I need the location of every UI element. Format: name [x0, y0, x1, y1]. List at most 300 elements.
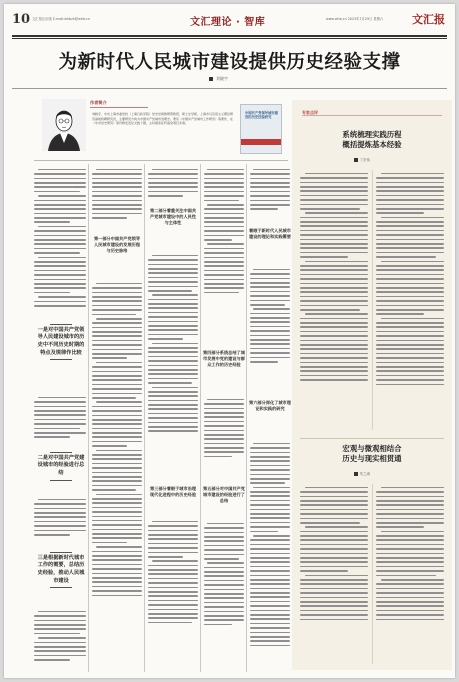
text-line — [376, 340, 444, 342]
text-line — [376, 522, 444, 524]
text-line — [250, 361, 278, 363]
text-line — [300, 496, 368, 498]
text-line — [34, 191, 80, 193]
text-line — [148, 268, 198, 270]
text-line — [204, 567, 244, 569]
text-line — [250, 204, 290, 206]
text-line — [92, 529, 142, 531]
text-line — [96, 318, 143, 320]
text-line — [34, 243, 86, 245]
text-line — [148, 430, 198, 432]
body-column-5b — [250, 266, 290, 394]
text-line — [92, 573, 142, 575]
text-line — [38, 611, 86, 613]
text-line — [34, 525, 86, 527]
text-line — [207, 204, 244, 206]
text-line — [92, 476, 142, 478]
text-line — [204, 279, 244, 281]
text-line — [34, 270, 86, 272]
text-line — [300, 221, 368, 223]
pull-quote-1 — [36, 322, 86, 362]
text-line — [204, 270, 244, 272]
text-line — [34, 436, 70, 438]
text-line — [376, 605, 444, 607]
text-line — [92, 305, 142, 307]
text-line — [250, 636, 290, 638]
newspaper-page — [4, 4, 455, 678]
text-line — [376, 553, 444, 555]
text-line — [204, 589, 244, 591]
text-line — [300, 513, 368, 515]
text-line — [300, 217, 368, 219]
text-line — [204, 532, 244, 534]
text-line — [250, 601, 290, 603]
text-line — [376, 212, 424, 214]
text-line — [96, 401, 143, 403]
text-line — [148, 303, 198, 305]
text-line — [250, 531, 278, 533]
text-line — [148, 417, 198, 419]
text-line — [92, 502, 142, 504]
text-line — [250, 517, 290, 519]
text-line — [92, 331, 142, 333]
subhead-3: 第三部分着眼于城市治理现代化进程中的历史经验 — [149, 486, 197, 497]
text-line — [204, 186, 244, 188]
text-line — [376, 539, 444, 541]
text-line — [376, 300, 444, 302]
text-line — [204, 540, 244, 542]
text-line — [92, 371, 142, 373]
byline-marker-icon — [209, 77, 213, 81]
text-line — [376, 614, 444, 616]
text-line — [92, 458, 142, 460]
text-line — [92, 441, 142, 443]
text-line — [376, 509, 444, 511]
text-line — [204, 606, 244, 608]
text-line — [34, 279, 86, 281]
text-line — [148, 395, 198, 397]
text-line — [92, 204, 142, 206]
text-line — [34, 655, 86, 657]
text-line — [34, 208, 86, 210]
text-line — [148, 543, 198, 545]
text-line — [376, 252, 444, 254]
text-line — [376, 575, 436, 577]
text-line — [148, 191, 198, 193]
text-line — [34, 182, 86, 184]
text-line — [148, 338, 183, 340]
text-line — [204, 274, 244, 276]
masthead-right-info: www.whb.cn 2023年7月29日 星期六 — [326, 17, 384, 21]
text-line — [148, 600, 198, 602]
text-line — [148, 316, 198, 318]
text-line — [92, 327, 142, 329]
text-line — [204, 554, 244, 556]
text-line — [34, 239, 86, 241]
text-line — [250, 579, 290, 581]
text-line — [92, 388, 142, 390]
text-line — [376, 535, 444, 537]
text-line — [92, 524, 142, 526]
text-line — [300, 331, 368, 333]
commentary-2-column-left — [300, 484, 368, 666]
text-line — [300, 239, 368, 241]
text-line — [250, 566, 290, 568]
subhead-7: 第六部分深化了城市理论和实践的研究 — [249, 400, 291, 411]
text-line — [204, 191, 244, 193]
commentary-1-author-name: 丁宏伟 — [359, 158, 370, 162]
text-line — [92, 520, 142, 522]
text-line — [250, 304, 285, 306]
text-line — [92, 375, 142, 377]
text-line — [92, 397, 136, 399]
text-line — [92, 467, 142, 469]
text-line — [148, 351, 198, 353]
text-line — [92, 498, 142, 500]
text-line — [148, 565, 198, 567]
article-byline — [209, 76, 228, 82]
text-line — [300, 348, 368, 350]
text-line — [250, 208, 278, 210]
text-line — [148, 400, 198, 402]
text-line — [250, 339, 290, 341]
text-line — [376, 296, 444, 298]
text-line — [376, 326, 444, 328]
text-line — [250, 588, 290, 590]
text-line — [34, 173, 86, 175]
text-line — [34, 428, 80, 430]
body-column-1c — [34, 496, 86, 546]
text-line — [34, 235, 86, 237]
commentary-1-title: 系统梳理实践历程 概括提炼基本经验 — [342, 130, 402, 149]
text-line — [92, 309, 142, 311]
text-line — [300, 256, 348, 258]
text-line — [300, 318, 368, 320]
text-line — [376, 583, 444, 585]
text-line — [34, 423, 86, 425]
sidebar-divider — [300, 438, 444, 439]
text-line — [34, 508, 86, 510]
text-line — [253, 443, 290, 445]
expert-commentary-panel — [292, 100, 452, 670]
text-line — [300, 522, 360, 524]
text-line — [376, 570, 444, 572]
text-line — [250, 605, 290, 607]
text-line — [376, 221, 444, 223]
author-intro-rule — [90, 107, 148, 108]
text-line — [250, 343, 290, 345]
text-line — [92, 590, 142, 592]
text-line — [204, 292, 239, 294]
text-line — [250, 561, 290, 563]
text-line — [204, 182, 244, 184]
text-line — [92, 581, 142, 583]
sidebar-tag-rule — [302, 115, 442, 116]
text-line — [300, 199, 368, 201]
text-line — [34, 305, 86, 307]
text-line — [92, 335, 142, 337]
text-line — [152, 521, 199, 523]
text-line — [152, 560, 199, 562]
text-line — [148, 178, 198, 180]
text-line — [34, 432, 86, 434]
text-line — [376, 247, 444, 249]
text-line — [250, 182, 290, 184]
text-line — [34, 287, 86, 289]
text-line — [376, 344, 444, 346]
text-line — [305, 313, 368, 315]
text-line — [376, 199, 444, 201]
text-line — [376, 500, 444, 502]
text-line — [92, 472, 142, 474]
author-intro-label: 作者简介 — [90, 100, 107, 105]
text-line — [250, 618, 290, 620]
text-line — [148, 373, 198, 375]
text-line — [250, 544, 290, 546]
text-line — [300, 274, 368, 276]
pull-quote-text: 二是对中国共产党建设城市的经验进行总结 — [37, 454, 85, 476]
text-line — [34, 261, 86, 263]
text-line — [92, 340, 142, 342]
text-line — [204, 230, 244, 232]
text-line — [92, 555, 142, 557]
text-line — [204, 173, 244, 175]
text-line — [92, 564, 142, 566]
book-cover-band — [241, 139, 281, 145]
text-line — [250, 632, 290, 634]
text-line — [148, 422, 198, 424]
text-line — [300, 500, 368, 502]
masthead — [4, 4, 455, 38]
text-line — [300, 353, 368, 355]
text-line — [300, 186, 368, 188]
text-line — [92, 208, 142, 210]
text-line — [34, 265, 86, 267]
text-line — [148, 578, 198, 580]
text-line — [92, 595, 142, 597]
text-line — [300, 566, 368, 568]
text-line — [92, 436, 142, 438]
text-line — [300, 614, 368, 616]
text-line — [34, 414, 86, 416]
text-line — [34, 646, 86, 648]
text-line — [34, 620, 86, 622]
pull-quote-2 — [36, 450, 86, 482]
text-line — [148, 347, 198, 349]
text-line — [38, 296, 86, 298]
text-line — [92, 432, 142, 434]
text-line — [300, 619, 368, 621]
text-line — [376, 305, 444, 307]
text-line — [148, 329, 198, 331]
text-line — [376, 309, 444, 311]
text-line — [253, 308, 290, 310]
text-line — [92, 314, 136, 316]
text-line — [148, 299, 198, 301]
text-line — [148, 391, 198, 393]
text-line — [250, 504, 290, 506]
sidebar-column-rule — [372, 484, 373, 664]
text-line — [250, 456, 290, 458]
text-line — [148, 307, 198, 309]
text-line — [38, 226, 86, 228]
text-line — [92, 559, 142, 561]
text-line — [38, 397, 86, 399]
newspaper-logo: 文汇报 — [412, 13, 445, 26]
text-line — [300, 548, 368, 550]
text-line — [300, 539, 368, 541]
text-line — [250, 282, 290, 284]
text-line — [96, 283, 143, 285]
text-line — [148, 290, 192, 292]
text-line — [96, 546, 143, 548]
text-line — [92, 463, 142, 465]
text-line — [250, 321, 290, 323]
text-line — [376, 526, 424, 528]
text-line — [250, 548, 290, 550]
text-line — [92, 419, 142, 421]
text-line — [204, 283, 244, 285]
text-line — [34, 642, 86, 644]
text-line — [376, 384, 444, 386]
text-line — [376, 313, 424, 315]
text-line — [253, 169, 290, 171]
text-line — [207, 399, 244, 401]
text-line — [381, 217, 444, 219]
text-line — [305, 487, 368, 489]
text-line — [207, 562, 244, 564]
text-line — [376, 269, 444, 271]
section-title: 文汇理论 · 智库 — [190, 17, 266, 28]
text-line — [300, 491, 368, 493]
text-line — [34, 204, 86, 206]
text-line — [38, 169, 86, 171]
text-line — [376, 335, 444, 337]
text-line — [92, 485, 142, 487]
masthead-rule-thin — [12, 38, 447, 39]
commentary-1-column-right — [376, 170, 444, 432]
text-line — [152, 255, 199, 257]
text-line — [250, 513, 290, 515]
text-line — [300, 243, 368, 245]
header-divider — [12, 88, 447, 89]
text-line — [92, 410, 142, 412]
text-line — [300, 509, 368, 511]
text-line — [148, 413, 198, 415]
text-line — [300, 557, 368, 559]
text-line — [38, 195, 86, 197]
text-line — [305, 212, 368, 214]
commentary-1-author — [354, 158, 370, 163]
text-line — [92, 415, 142, 417]
text-line — [204, 421, 244, 423]
text-line — [204, 571, 244, 573]
pull-quote-rule — [50, 359, 72, 360]
body-column-3a — [148, 166, 198, 204]
text-line — [148, 195, 183, 197]
text-line — [148, 281, 198, 283]
text-line — [250, 474, 290, 476]
text-line — [376, 619, 444, 621]
text-line — [300, 357, 368, 359]
text-line — [34, 401, 86, 403]
text-line — [34, 406, 86, 408]
text-line — [250, 509, 290, 511]
text-line — [300, 518, 368, 520]
text-line — [148, 286, 198, 288]
text-line — [92, 213, 142, 215]
body-column-4b — [204, 396, 244, 482]
subhead-4: 第四部分系统总结了城市发展中党的建设与群众工作的历史经验 — [203, 350, 245, 367]
body-column-2a — [92, 166, 142, 232]
text-line — [34, 615, 86, 617]
text-line — [300, 583, 368, 585]
commentary-2-author — [354, 472, 370, 477]
text-line — [92, 489, 136, 491]
book-cover — [240, 104, 282, 154]
text-line — [376, 566, 444, 568]
text-line — [92, 428, 142, 430]
text-line — [92, 217, 127, 219]
column-rule — [200, 164, 201, 672]
text-line — [92, 186, 142, 188]
text-line — [376, 186, 444, 188]
text-line — [92, 349, 142, 351]
text-line — [148, 259, 198, 261]
text-line — [204, 611, 244, 613]
text-line — [250, 326, 290, 328]
text-line — [204, 226, 244, 228]
text-line — [148, 321, 198, 323]
text-line — [376, 256, 436, 258]
text-line — [376, 544, 444, 546]
text-line — [204, 438, 244, 440]
text-line — [250, 610, 290, 612]
text-line — [96, 450, 143, 452]
text-line — [300, 561, 368, 563]
text-line — [300, 592, 368, 594]
text-line — [38, 637, 86, 639]
text-line — [300, 379, 368, 381]
text-line — [38, 257, 86, 259]
text-line — [148, 552, 198, 554]
text-line — [204, 208, 244, 210]
text-line — [250, 447, 290, 449]
subhead-1: 第一部分中国共产党领导人民城市建设的发展历程与历史脉络 — [93, 236, 141, 253]
text-line — [300, 190, 368, 192]
text-line — [300, 535, 368, 537]
text-line — [250, 335, 290, 337]
text-line — [376, 513, 444, 515]
text-line — [250, 570, 290, 572]
text-line — [204, 403, 244, 405]
text-line — [148, 369, 198, 371]
text-line — [300, 605, 368, 607]
text-line — [92, 445, 127, 447]
text-line — [96, 362, 143, 364]
text-line — [250, 452, 290, 454]
masthead-left-info: 文汇报社出版 E-mail:whbzk@whb.cn — [32, 17, 90, 21]
text-line — [376, 491, 444, 493]
body-column-4a — [204, 166, 244, 344]
text-line — [34, 274, 86, 276]
text-line — [300, 553, 368, 555]
text-line — [92, 200, 142, 202]
text-line — [300, 579, 368, 581]
text-line — [250, 317, 290, 319]
body-column-2b — [92, 280, 142, 672]
body-column-3b — [148, 252, 198, 482]
